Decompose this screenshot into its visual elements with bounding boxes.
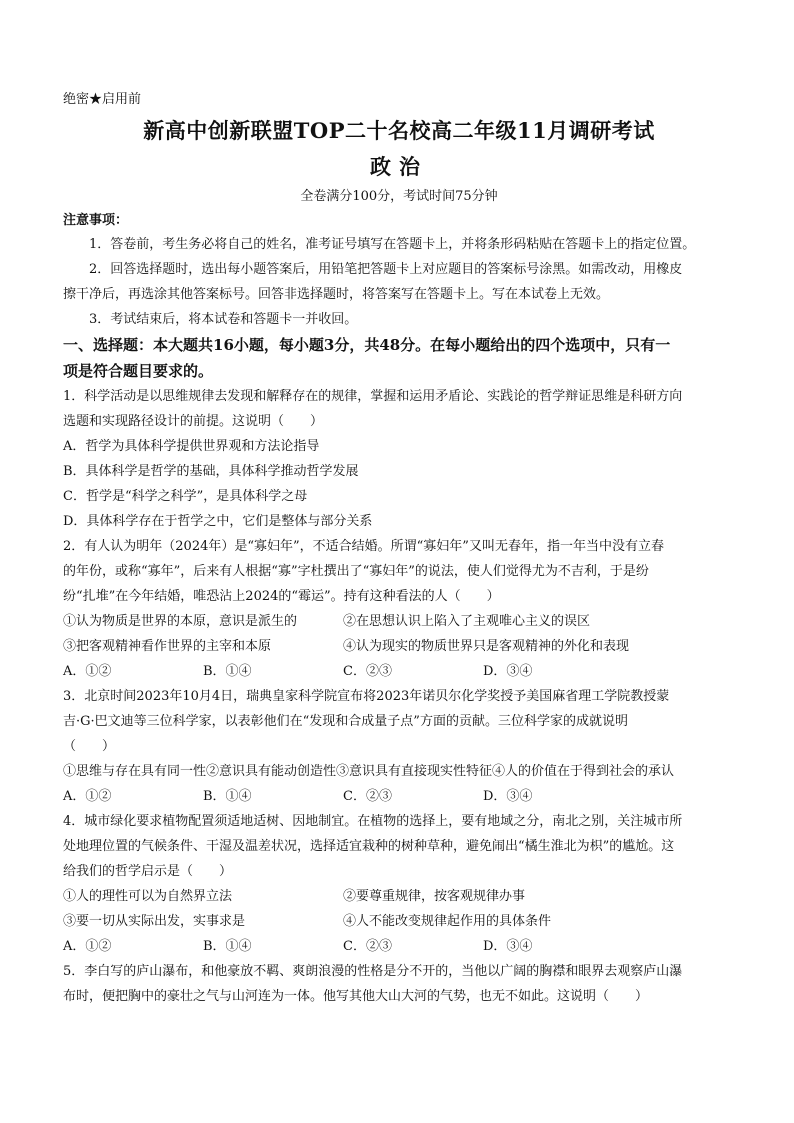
statement: ③把客观精神看作世界的主宰和本原 xyxy=(63,639,272,654)
option-b: B．具体科学是哲学的基础，具体科学推动哲学发展 xyxy=(63,464,359,479)
choice-b: B．①④ xyxy=(203,939,252,954)
choice-d: D．③④ xyxy=(483,789,533,804)
choice-row xyxy=(63,934,735,959)
question-stem: 布时，便把胸中的豪壮之气与山河连为一体。他写其他大山大河的气势，也无不如此。这说明（ ） xyxy=(63,989,649,1004)
exam-meta: 全卷满分100分，考试时间75分钟 xyxy=(300,189,498,204)
choice-a: A．①② xyxy=(63,664,112,679)
question-stem: 3．北京时间2023年10月4日，瑞典皇家科学院宣布将2023年诺贝尔化学奖授予美国麻省理工学院教授蒙 xyxy=(63,689,670,704)
section-heading: 一、选择题：本大题共16小题，每小题3分，共48分。在每小题给出的四个选项中，只有一 xyxy=(63,336,671,354)
notice-title: 注意事项： xyxy=(63,213,129,228)
statement-row xyxy=(63,634,735,659)
question-stem: 吉·G·巴文迪等三位科学家，以表彰他们在“发现和合成量子点”方面的贡献。三位科学家的成就说明 xyxy=(63,714,628,729)
statement: ①人的理性可以为自然界立法 xyxy=(63,889,233,904)
notice-block xyxy=(63,210,735,332)
notice-item: 1．答卷前，考生务必将自己的姓名，准考证号填写在答题卡上，并将条形码粘贴在答题卡上的指定位置。 xyxy=(89,237,696,252)
choice-b: B．①④ xyxy=(203,789,252,804)
option-c: C．哲学是“科学之科学”，是具体科学之母 xyxy=(63,489,308,504)
choice-c: C．②③ xyxy=(343,789,392,804)
subject-title: 政治 xyxy=(370,154,428,179)
question-stem: 给我们的哲学启示是（ ） xyxy=(63,864,233,879)
question-stem: 纷“扎堆”在今年结婚，唯恐沾上2024的“霉运”。持有这种看法的人（ ） xyxy=(63,589,500,604)
choice-row xyxy=(63,659,735,684)
notice-item: 3．考试结束后，将本试卷和答题卡一并收回。 xyxy=(89,312,358,327)
choice-b: B．①④ xyxy=(203,664,252,679)
choice-a: A．①② xyxy=(63,939,112,954)
option-d: D．具体科学存在于哲学之中，它们是整体与部分关系 xyxy=(63,514,373,529)
exam-page xyxy=(63,90,735,1009)
choice-c: C．②③ xyxy=(343,939,392,954)
question-stem: 的年份，或称“寡年”，后来有人根据“寡”字杜撰出了“寡妇年”的说法，使人们觉得尤为不吉利，于是纷 xyxy=(63,564,649,579)
question-stem: 4．城市绿化要求植物配置须适地适树、因地制宜。在植物的选择上，要有地域之分，南北之别，关注城市所 xyxy=(63,814,683,829)
question-stem: 5．李白写的庐山瀑布，和他豪放不羁、爽朗浪漫的性格是分不开的，当他以广阔的胸襟和眼界去观察庐山瀑 xyxy=(63,964,683,979)
statement-row xyxy=(63,609,735,634)
notice-item: 2．回答选择题时，选出每小题答案后，用铅笔把答题卡上对应题目的答案标号涂黑。如需改动，用橡皮 xyxy=(89,262,683,277)
choice-row xyxy=(63,784,735,809)
notice-item: 擦干净后，再选涂其他答案标号。回答非选择题时，将答案写在答题卡上。写在本试卷上无效。 xyxy=(63,287,610,302)
confidential-label: 绝密★启用前 xyxy=(63,92,142,107)
question-5 xyxy=(63,959,735,1009)
exam-title: 新高中创新联盟TOP二十名校高二年级11月调研考试 xyxy=(143,118,655,143)
question-3 xyxy=(63,684,735,809)
question-stem: （ ） xyxy=(63,739,116,754)
statement: ②要尊重规律，按客观规律办事 xyxy=(343,889,526,904)
statement: ①认为物质是世界的本原，意识是派生的 xyxy=(63,614,298,629)
question-1 xyxy=(63,384,735,534)
statement: ④人不能改变规律起作用的具体条件 xyxy=(343,914,552,929)
question-stem: 选题和实现路径设计的前提。这说明（ ） xyxy=(63,414,324,429)
choice-c: C．②③ xyxy=(343,664,392,679)
question-stem: 2．有人认为明年（2024年）是“寡妇年”，不适合结婚。所谓“寡妇年”又叫无春年，指一年当中没有立春 xyxy=(63,539,664,554)
statement-row xyxy=(63,884,735,909)
choice-d: D．③④ xyxy=(483,939,533,954)
choice-a: A．①② xyxy=(63,789,112,804)
question-4 xyxy=(63,809,735,959)
statement: ②在思想认识上陷入了主观唯心主义的误区 xyxy=(343,614,591,629)
statement-row: ①思维与存在具有同一性②意识具有能动创造性③意识具有直接现实性特征④人的价值在于得到社会的承认 xyxy=(63,764,675,779)
statement-row xyxy=(63,909,735,934)
statement: ④认为现实的物质世界只是客观精神的外化和表现 xyxy=(343,639,630,654)
question-stem: 1．科学活动是以思维规律去发现和解释存在的规律，掌握和运用矛盾论、实践论的哲学辩证思维是科研方向 xyxy=(63,389,683,404)
question-stem: 处地理位置的气候条件、干湿及温差状况，选择适宜栽种的树种草种，避免闹出“橘生淮北为枳”的尴尬。这 xyxy=(63,839,675,854)
choice-d: D．③④ xyxy=(483,664,533,679)
statement: ③要一切从实际出发，实事求是 xyxy=(63,914,246,929)
question-2 xyxy=(63,534,735,684)
section-heading: 项是符合题目要求的。 xyxy=(63,362,214,380)
option-a: A．哲学为具体科学提供世界观和方法论指导 xyxy=(63,439,320,454)
